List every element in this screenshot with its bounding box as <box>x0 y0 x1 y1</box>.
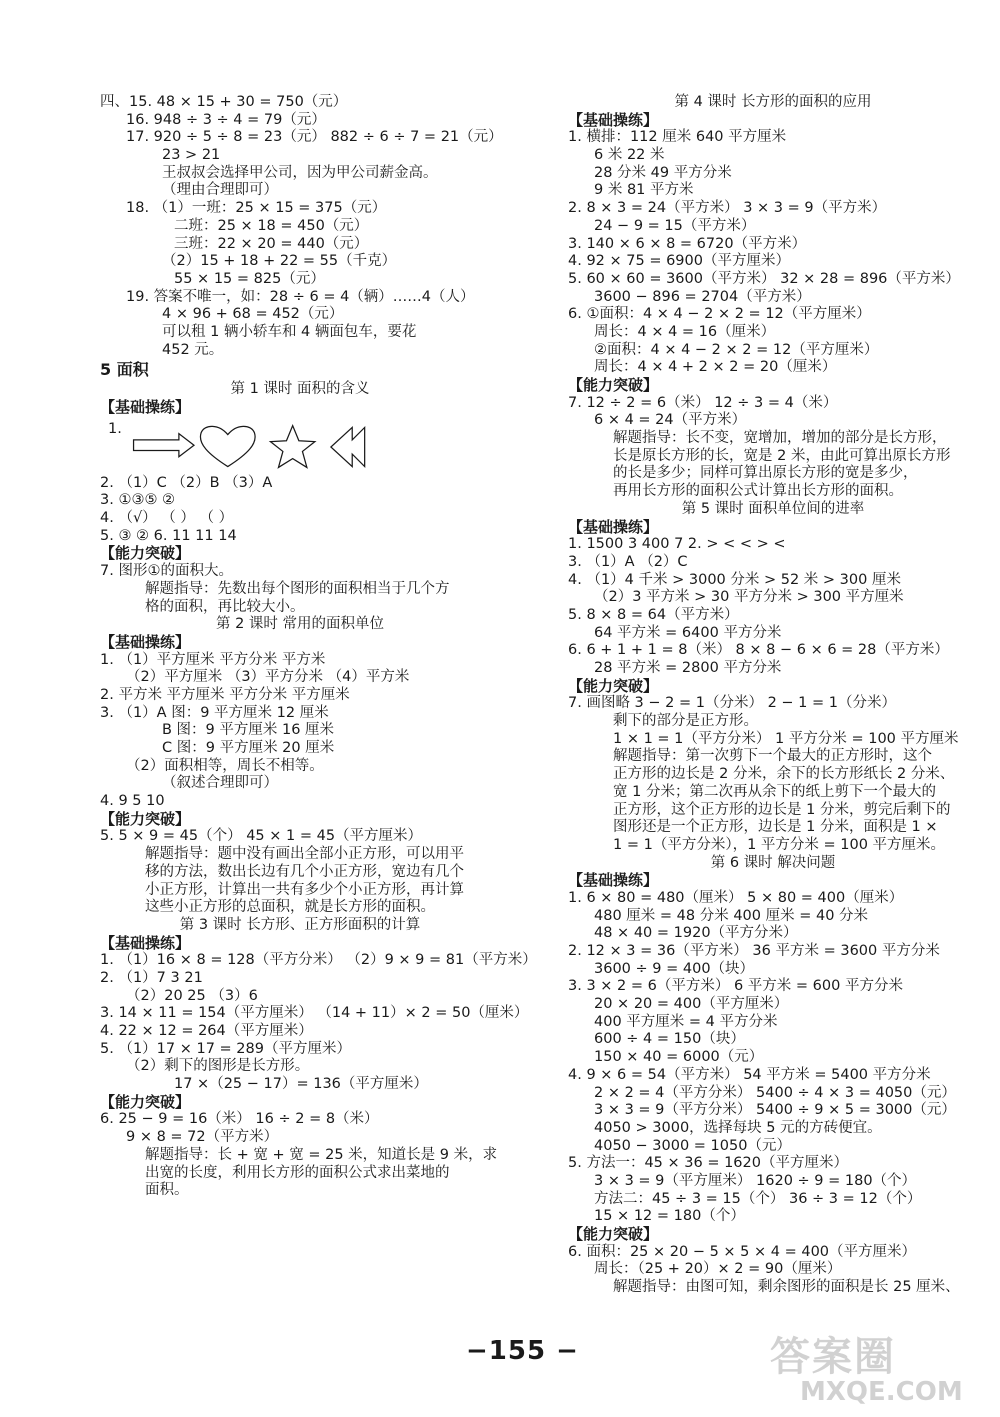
answer-line: 3600 ÷ 9 = 400（块） <box>594 960 755 977</box>
answer-line: 48 × 40 = 1920（平方分米） <box>594 925 798 942</box>
answer-line: 6. 6 + 1 + 1 = 8（米） 8 × 8 − 6 × 6 = 28（平方米） <box>568 642 949 659</box>
section-heading: 【基础操练】 <box>568 517 659 536</box>
answer-line: 解题指导：由图可知，剩余图形的面积是长 25 厘米、 <box>613 1279 960 1296</box>
watermark-logo <box>770 1325 992 1413</box>
answer-line: 4050 > 3000，选择每块 5 元的方砖便宜。 <box>594 1119 882 1136</box>
lesson-title: 第 5 课时 面积单位间的进率 <box>681 500 865 517</box>
answer-line: 3. （1）A 图：9 平方厘米 12 厘米 <box>100 704 329 721</box>
answer-line: 解题指导：先数出每个图形的面积相当于几个方 <box>145 580 450 597</box>
shape-figures <box>100 417 500 475</box>
answer-line: 600 ÷ 4 = 150（块） <box>594 1031 745 1048</box>
answer-line: 这些小正方形的总面积，就是长方形的面积。 <box>145 899 435 916</box>
answer-line: 2. （1）C （2）B （3）A <box>100 474 273 491</box>
answer-line: 1. 1500 3 400 7 2. > < < > < <box>568 536 786 553</box>
answer-line: 解题指导：题中没有画出全部小正方形，可以用平 <box>145 846 464 863</box>
answer-line: 1. （1）平方厘米 平方分米 平方米 <box>100 651 326 668</box>
shapes-svg <box>130 419 370 475</box>
answer-line: 周长：（25 + 20）× 2 = 90（厘米） <box>594 1261 842 1278</box>
answer-line: 周长：4 × 4 + 2 × 2 = 20（厘米） <box>594 359 837 376</box>
answer-line: 周长：4 × 4 = 16（厘米） <box>594 323 776 340</box>
answer-line: 2. （1）7 3 21 <box>100 969 203 986</box>
answer-line: 面积。 <box>145 1182 189 1199</box>
answer-line: 正方形的边长是 2 分米，余下的长方形纸长 2 分米、 <box>613 766 955 783</box>
answer-line: （2）剩下的图形是长方形。 <box>126 1058 310 1075</box>
answer-line: 1 = 1（平方分米），1 平方分米 = 100 平方厘米。 <box>613 836 946 853</box>
watermark-text: 答案圈 <box>770 1334 896 1380</box>
section-heading: 【基础操练】 <box>100 933 191 952</box>
answer-line: 1. 6 × 80 = 480（厘米） 5 × 80 = 400（厘米） <box>568 889 904 906</box>
answer-line: 3600 − 896 = 2704（平方米） <box>594 288 811 305</box>
answer-line: （2）20 25 （3）6 <box>126 987 258 1004</box>
answer-line: 24 − 9 = 15（平方米） <box>594 217 756 234</box>
section-heading: 【能力突破】 <box>568 676 659 695</box>
lesson-title: 第 4 课时 长方形的面积的应用 <box>674 94 872 110</box>
answer-line: 长是原长方形的长，宽是 2 米，由此可算出原长方形 <box>613 447 951 464</box>
answer-line: C 图：9 平方厘米 20 厘米 <box>162 740 335 756</box>
answer-line: 解题指导：第一次剪下一个最大的正方形时，这个 <box>613 748 932 765</box>
answer-line: 5. 方法一：45 × 36 = 1620（平方厘米） <box>568 1155 848 1172</box>
answer-line: 3. （1）A （2）C <box>568 553 688 570</box>
answer-line: 解题指导：长 + 宽 + 宽 = 25 米，知道长是 9 米，求 <box>145 1146 498 1163</box>
answer-line: 4. （1）4 千米 > 3000 分米 > 52 米 > 300 厘米 <box>568 571 901 588</box>
arrow-shape <box>134 433 194 456</box>
heart-shape <box>200 426 255 466</box>
answer-line: 宽 1 分米；第二次再从余下的纸上剪下一个最大的 <box>613 783 936 800</box>
section-heading: 【能力突破】 <box>100 809 191 828</box>
answer-line: （2）面积相等，周长不相等。 <box>126 757 324 774</box>
answer-line: 64 平方米 = 6400 平方分米 <box>594 624 782 641</box>
answer-line: 15 × 12 = 180（个） <box>594 1208 745 1225</box>
answer-line: 4 × 96 + 68 = 452（元） <box>162 306 344 323</box>
chapter-title: 5 面积 <box>100 360 149 380</box>
answer-line: 2. 平方米 平方厘米 平方分米 平方厘米 <box>100 686 350 703</box>
answer-line: 18. （1）一班：25 × 15 = 375（元） <box>126 200 387 217</box>
answer-line: 16. 948 ÷ 3 ÷ 4 = 79（元） <box>126 111 326 128</box>
answer-line: 四、15. 48 × 15 + 30 = 750（元） <box>100 94 348 110</box>
answer-line: 20 × 20 = 400（平方厘米） <box>594 996 789 1013</box>
answer-line: 2. 8 × 3 = 24（平方米） 3 × 3 = 9（平方米） <box>568 200 887 217</box>
answer-line: 2 × 2 = 4（平方分米） 5400 ÷ 4 × 3 = 4050（元） <box>594 1084 956 1101</box>
answer-line: （理由合理即可） <box>162 182 278 199</box>
answer-line: ②面积：4 × 4 − 2 × 2 = 12（平方厘米） <box>594 341 879 358</box>
answer-line: 4. （√） （ ） （ ） <box>100 510 234 527</box>
answer-line: 3 × 3 = 9（平方分米） 5400 ÷ 9 × 5 = 3000（元） <box>594 1102 956 1119</box>
answer-line: 三班：22 × 20 = 440（元） <box>174 235 369 252</box>
answer-line: 3. ①③⑤ ② <box>100 492 176 509</box>
answer-line: 格的面积，再比较大小。 <box>145 598 305 615</box>
lesson-title: 第 3 课时 长方形、正方形面积的计算 <box>179 916 421 933</box>
answer-line: 23 > 21 <box>162 147 221 164</box>
answer-line: 28 平方米 = 2800 平方分米 <box>594 660 782 676</box>
answer-line: 4050 − 3000 = 1050（元） <box>594 1137 791 1154</box>
answer-line: 出宽的长度，利用长方形的面积公式求出菜地的 <box>145 1164 450 1181</box>
section-heading: 【基础操练】 <box>100 632 191 651</box>
answer-line: 1. （1）16 × 8 = 128（平方分米） （2）9 × 9 = 81（平方米） <box>100 952 537 969</box>
answer-line: 解题指导：长不变，宽增加，增加的部分是长方形， <box>613 430 947 447</box>
answer-line: 150 × 40 = 6000（元） <box>594 1049 764 1066</box>
answer-line: 6 × 4 = 24（平方米） <box>594 412 747 429</box>
answer-line: 400 平方厘米 = 4 平方分米 <box>594 1013 778 1030</box>
answer-line: 3. 14 × 11 = 154（平方厘米） （14 + 11）× 2 = 50（厘米） <box>100 1005 529 1022</box>
answer-line: 55 × 15 = 825（元） <box>174 270 325 287</box>
answer-line: （2）平方厘米 （3）平方分米 （4）平方米 <box>126 669 410 686</box>
section-heading: 【基础操练】 <box>568 871 659 890</box>
lesson-title: 第 2 课时 常用的面积单位 <box>215 616 385 633</box>
answer-line: （2）15 + 18 + 22 = 55（千克） <box>162 253 397 270</box>
answer-line: 1. 横排：112 厘米 640 平方厘米 <box>568 129 787 146</box>
answer-line: 17. 920 ÷ 5 ÷ 8 = 23（元） 882 ÷ 6 ÷ 7 = 21（元） <box>126 129 503 146</box>
answer-number: 1. <box>108 420 122 437</box>
answer-line: 5. 60 × 60 = 3600（平方米） 32 × 28 = 896（平方米） <box>568 270 960 287</box>
answer-line: 二班：25 × 18 = 450（元） <box>174 217 369 234</box>
answer-line: 4. 22 × 12 = 264（平方厘米） <box>100 1023 313 1039</box>
answer-line: 4. 9 × 6 = 54（平方米） 54 平方米 = 5400 平方分米 <box>568 1066 931 1083</box>
page-number: −155 − <box>466 1336 579 1366</box>
answer-line: （2）3 平方米 > 30 平方分米 > 300 平方厘米 <box>594 589 904 606</box>
answer-line: 452 元。 <box>162 341 224 358</box>
answer-line: 王叔叔会选择甲公司，因为甲公司薪金高。 <box>162 164 438 181</box>
answer-line: 7. 画图略 3 − 2 = 1（分米） 2 − 1 = 1（分米） <box>568 695 896 712</box>
answer-line: 7. 图形①的面积大。 <box>100 563 233 580</box>
answer-line: 可以租 1 辆小轿车和 4 辆面包车，要花 <box>162 323 417 340</box>
watermark-url: MXQE.COM <box>800 1377 963 1407</box>
answer-line: 5. 8 × 8 = 64（平方米） <box>568 606 739 623</box>
answer-line: 9 米 81 平方米 <box>594 182 694 199</box>
answer-line: 480 厘米 = 48 分米 400 厘米 = 40 分米 <box>594 907 869 924</box>
answer-line: 17 ×（25 − 17）= 136（平方厘米） <box>174 1076 428 1093</box>
lesson-title: 第 1 课时 面积的含义 <box>230 381 370 398</box>
answer-line: 的长是多少；同样可算出原长方形的宽是多少， <box>613 465 918 482</box>
answer-line: 5. （1）17 × 17 = 289（平方厘米） <box>100 1040 351 1057</box>
answer-line: 3 × 3 = 9（平方厘米） 1620 ÷ 9 = 180（个） <box>594 1172 917 1189</box>
double-chevron-shape <box>331 427 365 466</box>
answer-line: 6 米 22 米 <box>594 147 665 164</box>
answer-line: 28 分米 49 平方分米 <box>594 164 732 181</box>
answer-line: 小正方形，计算出一共有多少个小正方形，再计算 <box>145 881 464 898</box>
section-heading: 【基础操练】 <box>568 110 659 129</box>
answer-line: 5. 5 × 9 = 45（个） 45 × 1 = 45（平方厘米） <box>100 828 423 845</box>
section-heading: 【能力突破】 <box>100 544 191 563</box>
answer-line: 6. 面积：25 × 20 − 5 × 5 × 4 = 400（平方厘米） <box>568 1243 917 1260</box>
answer-line: B 图：9 平方厘米 16 厘米 <box>162 722 335 739</box>
left-column <box>100 94 537 1200</box>
star-shape <box>270 425 314 467</box>
lesson-title: 第 6 课时 解决问题 <box>710 854 836 871</box>
answer-line: 4. 9 5 10 <box>100 793 165 810</box>
answer-line: 移的方法，数出长边有几个小正方形，宽边有几个 <box>145 863 464 880</box>
answer-line: 正方形，这个正方形的边长是 1 分米，剪完后剩下的 <box>613 801 951 818</box>
answer-line: 图形还是一个正方形，边长是 1 分米，面积是 1 × <box>613 819 938 836</box>
answer-line: 1 × 1 = 1（平方分米） 1 平方分米 = 100 平方厘米 <box>613 730 959 747</box>
answer-line: 3. 140 × 6 × 8 = 6720（平方米） <box>568 235 807 252</box>
answer-line: 19. 答案不唯一，如：28 ÷ 6 = 4（辆）……4（人） <box>126 288 475 305</box>
answer-line: 7. 12 ÷ 2 = 6（米） 12 ÷ 3 = 4（米） <box>568 394 838 411</box>
answer-line: 5. ③ ② 6. 11 11 14 <box>100 527 237 544</box>
section-heading: 【基础操练】 <box>100 398 191 416</box>
answer-line: 6. 25 − 9 = 16（米） 16 ÷ 2 = 8（米） <box>100 1111 379 1128</box>
answer-line: 方法二：45 ÷ 3 = 15（个） 36 ÷ 3 = 12（个） <box>594 1190 922 1207</box>
answer-line: 再用长方形的面积公式计算出长方形的面积。 <box>613 483 903 500</box>
answer-line: 2. 12 × 3 = 36（平方米） 36 平方米 = 3600 平方分米 <box>568 943 940 959</box>
answer-line: 4. 92 × 75 = 6900（平方厘米） <box>568 253 790 270</box>
answer-line: 3. 3 × 2 = 6（平方米） 6 平方米 = 600 平方分米 <box>568 978 903 995</box>
answer-line: 剩下的部分是正方形。 <box>613 713 758 730</box>
answer-line: 6. ①面积：4 × 4 − 2 × 2 = 12（平方厘米） <box>568 306 871 323</box>
right-column <box>568 94 978 1297</box>
section-heading: 【能力突破】 <box>568 1225 659 1243</box>
section-heading: 【能力突破】 <box>100 1092 191 1111</box>
section-heading: 【能力突破】 <box>568 376 659 394</box>
answer-line: （叙述合理即可） <box>162 775 278 792</box>
answer-line: 9 × 8 = 72（平方米） <box>126 1129 279 1146</box>
